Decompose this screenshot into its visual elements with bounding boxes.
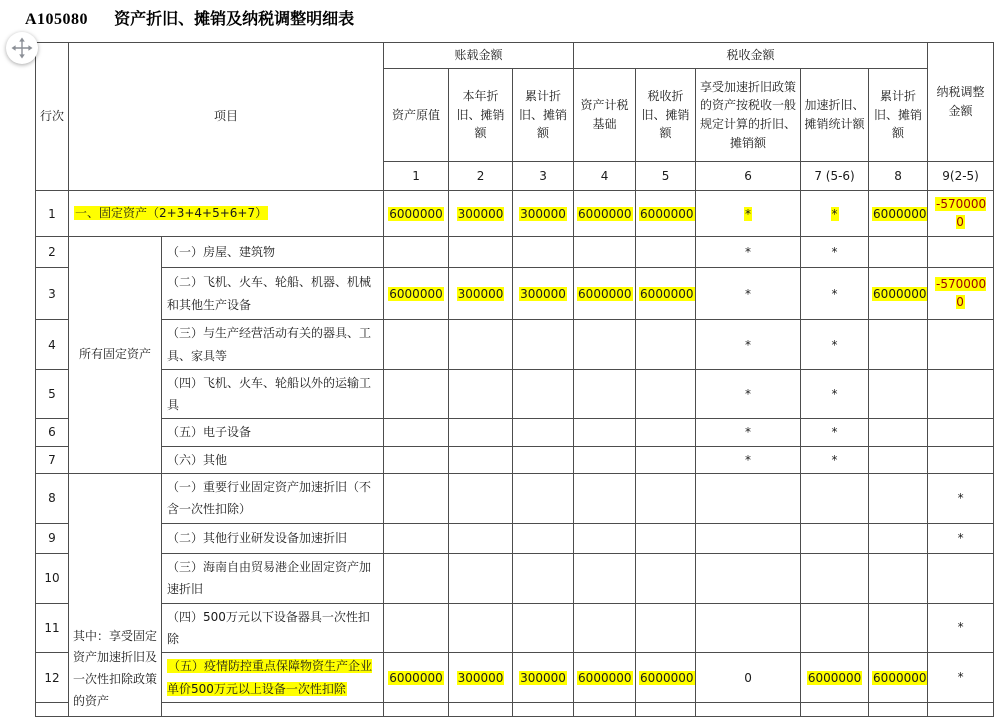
value-cell[interactable] (636, 523, 696, 553)
value-cell[interactable] (636, 191, 696, 237)
value-cell[interactable] (449, 653, 513, 703)
value-cell[interactable] (869, 419, 928, 446)
cell-value: 6000000 (578, 206, 632, 221)
value-cell[interactable] (928, 370, 994, 419)
cell-value: * (831, 337, 838, 352)
header-book-group: 账载金额 (384, 43, 574, 69)
value-cell[interactable] (513, 320, 574, 370)
value-cell[interactable] (513, 473, 574, 523)
table-row (36, 603, 994, 652)
cell-value: 6000000 (873, 206, 927, 221)
value-cell[interactable] (384, 237, 449, 268)
item-label: （二）其他行业研发设备加速折旧 (167, 531, 348, 546)
value-cell[interactable] (384, 370, 449, 419)
header-row-no: 行次 (36, 43, 69, 191)
value-cell[interactable] (574, 473, 636, 523)
cell-value: 300000 (457, 286, 504, 301)
value-cell[interactable] (696, 191, 801, 237)
value-cell[interactable] (513, 237, 574, 268)
value-cell[interactable] (636, 653, 696, 703)
value-cell[interactable] (928, 191, 994, 237)
cell-value: 300000 (520, 670, 566, 685)
item-cell (162, 268, 384, 320)
value-cell[interactable] (636, 603, 696, 652)
item-cell (162, 603, 384, 652)
cell-value: 6000000 (389, 206, 443, 221)
group-label: 所有固定资产 (78, 347, 151, 362)
value-cell[interactable] (636, 553, 696, 603)
value-cell[interactable] (513, 553, 574, 603)
header-col-7: 加速折旧、摊销统计额 (801, 69, 869, 162)
value-cell[interactable] (449, 523, 513, 553)
item-label: （二）飞机、火车、轮船、机器、机械和其他生产设备 (167, 275, 372, 312)
value-cell[interactable] (696, 320, 801, 370)
value-cell[interactable] (801, 473, 869, 523)
cell-value: 300000 (457, 206, 504, 221)
value-cell[interactable] (928, 446, 994, 473)
header-num-4: 4 (574, 162, 636, 191)
value-cell[interactable] (636, 703, 696, 717)
item-label: （四）飞机、火车、轮船以外的运输工具 (167, 376, 372, 413)
row-no-cell (36, 703, 69, 717)
item-label: （一）重要行业固定资产加速折旧（不含一次性扣除） (167, 480, 372, 517)
value-cell[interactable] (869, 446, 928, 473)
item-cell (162, 553, 384, 603)
value-cell[interactable] (801, 237, 869, 268)
value-cell[interactable] (869, 320, 928, 370)
row-no-cell (36, 237, 69, 268)
item-label: （五）电子设备 (167, 425, 252, 440)
cell-value: 6000000 (578, 286, 632, 301)
header-col-3: 累计折旧、摊销额 (513, 69, 574, 162)
value-cell[interactable] (513, 446, 574, 473)
value-cell[interactable] (869, 603, 928, 652)
item-cell (162, 446, 384, 473)
value-cell[interactable] (449, 473, 513, 523)
value-cell[interactable] (574, 703, 636, 717)
value-cell[interactable] (513, 523, 574, 553)
cell-value: * (831, 425, 838, 440)
value-cell[interactable] (449, 268, 513, 320)
value-cell[interactable] (696, 553, 801, 603)
cell-value: 10 (44, 571, 60, 586)
header-num-3: 3 (513, 162, 574, 191)
item-cell (162, 653, 384, 703)
value-cell[interactable] (574, 653, 636, 703)
value-cell[interactable] (384, 653, 449, 703)
value-cell[interactable] (869, 473, 928, 523)
cell-value: 7 (48, 452, 56, 467)
header-col-1: 资产原值 (384, 69, 449, 162)
header-col-5: 税收折旧、摊销额 (636, 69, 696, 162)
value-cell[interactable] (696, 237, 801, 268)
value-cell[interactable] (513, 191, 574, 237)
value-cell[interactable] (513, 603, 574, 652)
move-handle[interactable] (6, 32, 38, 64)
cell-value: 4 (48, 337, 56, 352)
table-row (36, 703, 994, 717)
value-cell[interactable] (384, 523, 449, 553)
value-cell[interactable] (384, 473, 449, 523)
value-cell[interactable] (574, 237, 636, 268)
value-cell[interactable] (696, 603, 801, 652)
cell-value: * (957, 530, 964, 545)
value-cell[interactable] (449, 370, 513, 419)
value-cell[interactable] (574, 191, 636, 237)
value-cell[interactable] (928, 703, 994, 717)
value-cell[interactable] (801, 419, 869, 446)
table-row (36, 419, 994, 446)
item-label: （三）海南自由贸易港企业固定资产加速折旧 (167, 560, 372, 597)
value-cell[interactable] (696, 703, 801, 717)
value-cell[interactable] (384, 553, 449, 603)
value-cell[interactable] (449, 191, 513, 237)
value-cell[interactable] (869, 191, 928, 237)
value-cell[interactable] (636, 320, 696, 370)
header-item: 项目 (69, 43, 384, 191)
value-cell[interactable] (801, 603, 869, 652)
value-cell[interactable] (696, 446, 801, 473)
item-cell (162, 703, 384, 717)
value-cell[interactable] (696, 653, 801, 703)
cell-value: * (745, 452, 752, 467)
value-cell[interactable] (801, 703, 869, 717)
table-row (36, 473, 994, 523)
cell-value: 6000000 (389, 670, 443, 685)
item-cell (162, 320, 384, 370)
row-no-cell (36, 553, 69, 603)
header-col-4: 资产计税基础 (574, 69, 636, 162)
value-cell[interactable] (384, 320, 449, 370)
value-cell[interactable] (928, 553, 994, 603)
item-label: 一、固定资产（2+3+4+5+6+7） (75, 206, 268, 221)
row-no-cell (36, 191, 69, 237)
table-row (36, 370, 994, 419)
item-cell (69, 191, 384, 237)
header-col-6: 享受加速折旧政策的资产按税收一般规定计算的折旧、摊销额 (696, 69, 801, 162)
value-cell[interactable] (449, 446, 513, 473)
value-cell[interactable] (696, 473, 801, 523)
value-cell[interactable] (574, 603, 636, 652)
value-cell[interactable] (574, 523, 636, 553)
item-label: （四）500万元以下设备器具一次性扣除 (167, 609, 370, 646)
value-cell[interactable] (449, 703, 513, 717)
item-label: （三）与生产经营活动有关的器具、工具、家具等 (167, 326, 372, 363)
item-label: （六）其他 (167, 452, 228, 467)
value-cell[interactable] (801, 523, 869, 553)
header-num-7: 7 (5-6) (801, 162, 869, 191)
header-adjust: 纳税调整金额 (928, 43, 994, 162)
value-cell[interactable] (384, 446, 449, 473)
value-cell[interactable] (801, 446, 869, 473)
table-row (36, 320, 994, 370)
value-cell[interactable] (928, 320, 994, 370)
value-cell[interactable] (801, 191, 869, 237)
cell-value: 300000 (520, 286, 566, 301)
group-cell (69, 473, 162, 716)
table-row (36, 237, 994, 268)
row-no-cell (36, 446, 69, 473)
value-cell[interactable] (513, 703, 574, 717)
table-row (36, 653, 994, 703)
value-cell[interactable] (928, 268, 994, 320)
group-cell (69, 237, 162, 474)
cell-value: * (957, 669, 964, 684)
value-cell[interactable] (574, 320, 636, 370)
table-row (36, 553, 994, 603)
value-cell[interactable] (636, 370, 696, 419)
value-cell[interactable] (869, 553, 928, 603)
cell-value: 11 (44, 620, 60, 635)
table-row (36, 268, 994, 320)
item-cell (162, 237, 384, 268)
cell-value: 1 (48, 206, 56, 221)
row-no-cell (36, 370, 69, 419)
header-col-2: 本年折旧、摊销额 (449, 69, 513, 162)
row-no-cell (36, 419, 69, 446)
cell-value: * (745, 286, 752, 301)
value-cell[interactable] (574, 268, 636, 320)
item-cell (162, 370, 384, 419)
cell-value: * (831, 245, 838, 259)
value-cell[interactable] (513, 419, 574, 446)
cell-value: 6000000 (640, 206, 694, 221)
cell-value: * (831, 452, 838, 467)
value-cell[interactable] (801, 553, 869, 603)
item-label: （一）房屋、建筑物 (167, 244, 276, 259)
value-cell[interactable] (636, 268, 696, 320)
cell-value: 300000 (457, 670, 504, 685)
value-cell[interactable] (801, 370, 869, 419)
value-cell[interactable] (513, 653, 574, 703)
value-cell[interactable] (384, 268, 449, 320)
cell-value: 6000000 (640, 286, 694, 301)
value-cell[interactable] (449, 320, 513, 370)
cell-value: * (745, 337, 752, 352)
table-row (36, 191, 994, 237)
header-num-5: 5 (636, 162, 696, 191)
value-cell[interactable] (801, 320, 869, 370)
row-no-cell (36, 473, 69, 523)
value-cell[interactable] (928, 237, 994, 268)
value-cell[interactable] (869, 703, 928, 717)
table-row (36, 523, 994, 553)
cell-value: * (831, 286, 838, 301)
value-cell[interactable] (449, 603, 513, 652)
cell-value: 6000000 (640, 670, 694, 685)
cell-value: 6000000 (578, 670, 632, 685)
value-cell[interactable] (928, 653, 994, 703)
group-label: 其中：享受固定资产加速折旧及一次性扣除政策的资产 (73, 628, 158, 708)
cell-value: * (745, 206, 752, 221)
row-no-cell (36, 320, 69, 370)
item-cell (162, 419, 384, 446)
value-cell[interactable] (869, 268, 928, 320)
header-group-row (36, 43, 994, 69)
header-num-6: 6 (696, 162, 801, 191)
cell-value: 6000000 (873, 670, 927, 685)
cell-value: 6000000 (807, 670, 862, 685)
table-row (36, 446, 994, 473)
form-name: 资产折旧、摊销及纳税调整明细表 (114, 11, 355, 28)
form-title (25, 6, 354, 29)
cell-value: -5700000 (935, 277, 987, 309)
value-cell[interactable] (801, 653, 869, 703)
value-cell[interactable] (801, 268, 869, 320)
header-num-9: 9(2-5) (928, 162, 994, 191)
cell-value: 9 (48, 531, 56, 546)
cell-value: * (831, 206, 838, 221)
value-cell[interactable] (696, 523, 801, 553)
value-cell[interactable] (513, 370, 574, 419)
value-cell[interactable] (869, 370, 928, 419)
value-cell[interactable] (449, 553, 513, 603)
cell-value: 6000000 (873, 286, 927, 301)
value-cell[interactable] (384, 191, 449, 237)
row-no-cell (36, 603, 69, 652)
form-code: A105080 (25, 11, 89, 28)
cell-value: -5700000 (935, 197, 987, 229)
row-no-cell (36, 268, 69, 320)
value-cell[interactable] (928, 419, 994, 446)
value-cell[interactable] (449, 237, 513, 268)
cell-value: 6000000 (389, 286, 443, 301)
value-cell[interactable] (449, 419, 513, 446)
value-cell[interactable] (869, 523, 928, 553)
cell-value: * (745, 387, 752, 402)
header-col-8: 累计折旧、摊销额 (869, 69, 928, 162)
cell-value: 2 (48, 245, 56, 259)
cell-value: * (957, 490, 964, 505)
cell-value: * (957, 620, 964, 635)
value-cell[interactable] (384, 603, 449, 652)
value-cell[interactable] (574, 553, 636, 603)
value-cell[interactable] (696, 370, 801, 419)
value-cell[interactable] (869, 237, 928, 268)
row-no-cell (36, 523, 69, 553)
cell-value: 0 (744, 670, 752, 685)
move-icon (10, 36, 34, 60)
value-cell[interactable] (574, 419, 636, 446)
value-cell[interactable] (928, 523, 994, 553)
cell-value: * (745, 425, 752, 440)
row-no-cell (36, 653, 69, 703)
header-num-2: 2 (449, 162, 513, 191)
cell-value: 12 (44, 670, 60, 685)
value-cell[interactable] (384, 703, 449, 717)
header-num-1: 1 (384, 162, 449, 191)
header-num-8: 8 (869, 162, 928, 191)
value-cell[interactable] (384, 419, 449, 446)
cell-value: 5 (48, 387, 56, 402)
item-label: （五）疫情防控重点保障物资生产企业单价500万元以上设备一次性扣除 (167, 659, 373, 696)
value-cell[interactable] (636, 237, 696, 268)
cell-value: * (831, 387, 838, 402)
value-cell[interactable] (928, 603, 994, 652)
value-cell[interactable] (928, 473, 994, 523)
cell-value: * (745, 245, 752, 259)
value-cell[interactable] (696, 419, 801, 446)
value-cell[interactable] (636, 446, 696, 473)
cell-value: 8 (48, 491, 56, 506)
value-cell[interactable] (574, 370, 636, 419)
value-cell[interactable] (696, 268, 801, 320)
cell-value: 3 (48, 286, 56, 301)
value-cell[interactable] (574, 446, 636, 473)
value-cell[interactable] (869, 653, 928, 703)
header-tax-group: 税收金额 (574, 43, 928, 69)
value-cell[interactable] (513, 268, 574, 320)
item-cell (162, 523, 384, 553)
value-cell[interactable] (636, 419, 696, 446)
depreciation-table (35, 42, 994, 717)
cell-value: 6 (48, 425, 56, 440)
cell-value: 300000 (520, 206, 566, 221)
value-cell[interactable] (636, 473, 696, 523)
item-cell (162, 473, 384, 523)
